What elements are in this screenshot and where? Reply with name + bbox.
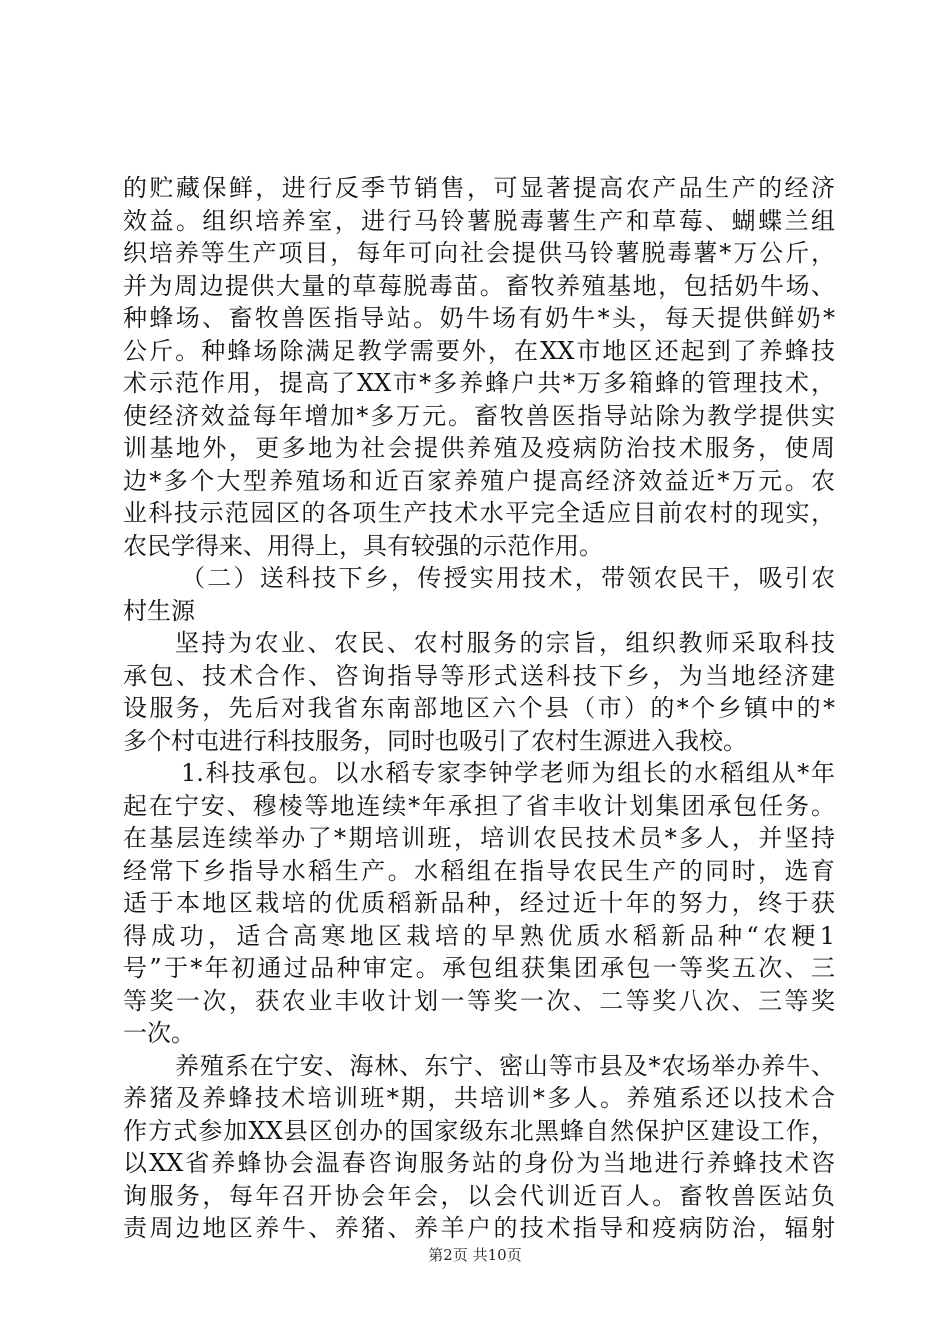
text-line: 织培养等生产项目，每年可向社会提供马铃薯脱毒薯*万公斤， [123,239,835,267]
page-number-footer: 第2页 共10页 [428,1246,522,1264]
document-body [123,172,835,1245]
text-line: 号”于*年初通过品种审定。承包组获集团承包一等奖五次、三 [123,954,835,982]
text-line: 种蜂场、畜牧兽医指导站。奶牛场有奶牛*头，每天提供鲜奶* [123,304,835,332]
text-line: 起在宁安、穆棱等地连续*年承担了省丰收计划集团承包任务。 [123,791,835,820]
text-line: 多个村屯进行科技服务，同时也吸引了农村生源进入我校。 [123,726,747,755]
text-line: 边*多个大型养殖场和近百家养殖户提高经济效益近*万元。农 [123,466,835,495]
text-line: 养猪及养蜂技术培训班*期，共培训*多人。养殖系还以技术合 [123,1084,835,1112]
text-line: 作方式参加XX县区创办的国家级东北黑蜂自然保护区建设工作， [123,1116,835,1145]
section-heading-line: （二）送科技下乡，传授实用技术，带领农民干，吸引农 [181,564,835,592]
text-line: 公斤。种蜂场除满足教学需要外，在XX市地区还起到了养蜂技 [123,336,835,365]
text-line: 并为周边提供大量的草莓脱毒苗。畜牧养殖基地，包括奶牛场、 [123,271,835,300]
text-line: 业科技示范园区的各项生产技术水平完全适应目前农村的现实， [123,499,835,527]
text-line: 适于本地区栽培的优质稻新品种，经过近十年的努力，终于获 [123,889,835,917]
section-heading-line: 村生源 [123,596,195,625]
text-line: 承包、技术合作、咨询指导等形式送科技下乡，为当地经济建 [123,661,835,690]
text-line: 农民学得来、用得上，具有较强的示范作用。 [123,531,603,560]
text-line: 的贮藏保鲜，进行反季节销售，可显著提高农产品生产的经济 [123,174,835,202]
text-line: 术示范作用，提高了XX市*多养蜂户共*万多箱蜂的管理技术， [123,369,835,397]
text-line: 养殖系在宁安、海林、东宁、密山等市县及*农场举办养牛、 [175,1051,835,1080]
text-line: 以XX省养蜂协会温春咨询服务站的身份为当地进行养蜂技术咨 [123,1149,835,1177]
text-line: 经常下乡指导水稻生产。水稻组在指导农民生产的同时，选育 [123,856,835,885]
text-line: 1.科技承包。以水稻专家李钟学老师为组长的水稻组从*年 [181,759,835,787]
text-line: 得成功，适合高寒地区栽培的早熟优质水稻新品种“农粳1 [123,921,835,950]
text-line: 一次。 [123,1019,195,1047]
text-line: 询服务，每年召开协会年会，以会代训近百人。畜牧兽医站负 [123,1181,835,1210]
text-line: 责周边地区养牛、养猪、养羊户的技术指导和疫病防治，辐射 [123,1214,835,1242]
text-line: 坚持为农业、农民、农村服务的宗旨，组织教师采取科技 [175,629,835,657]
text-line: 设服务，先后对我省东南部地区六个县（市）的*个乡镇中的* [123,694,835,722]
text-line: 等奖一次，获农业丰收计划一等奖一次、二等奖八次、三等奖 [123,986,835,1015]
text-line: 在基层连续举办了*期培训班，培训农民技术员*多人，并坚持 [123,824,835,852]
text-line: 使经济效益每年增加*多万元。畜牧兽医指导站除为教学提供实 [123,401,835,430]
text-line: 效益。组织培养室，进行马铃薯脱毒薯生产和草莓、蝴蝶兰组 [123,206,835,235]
text-line: 训基地外，更多地为社会提供养殖及疫病防治技术服务，使周 [123,434,835,462]
